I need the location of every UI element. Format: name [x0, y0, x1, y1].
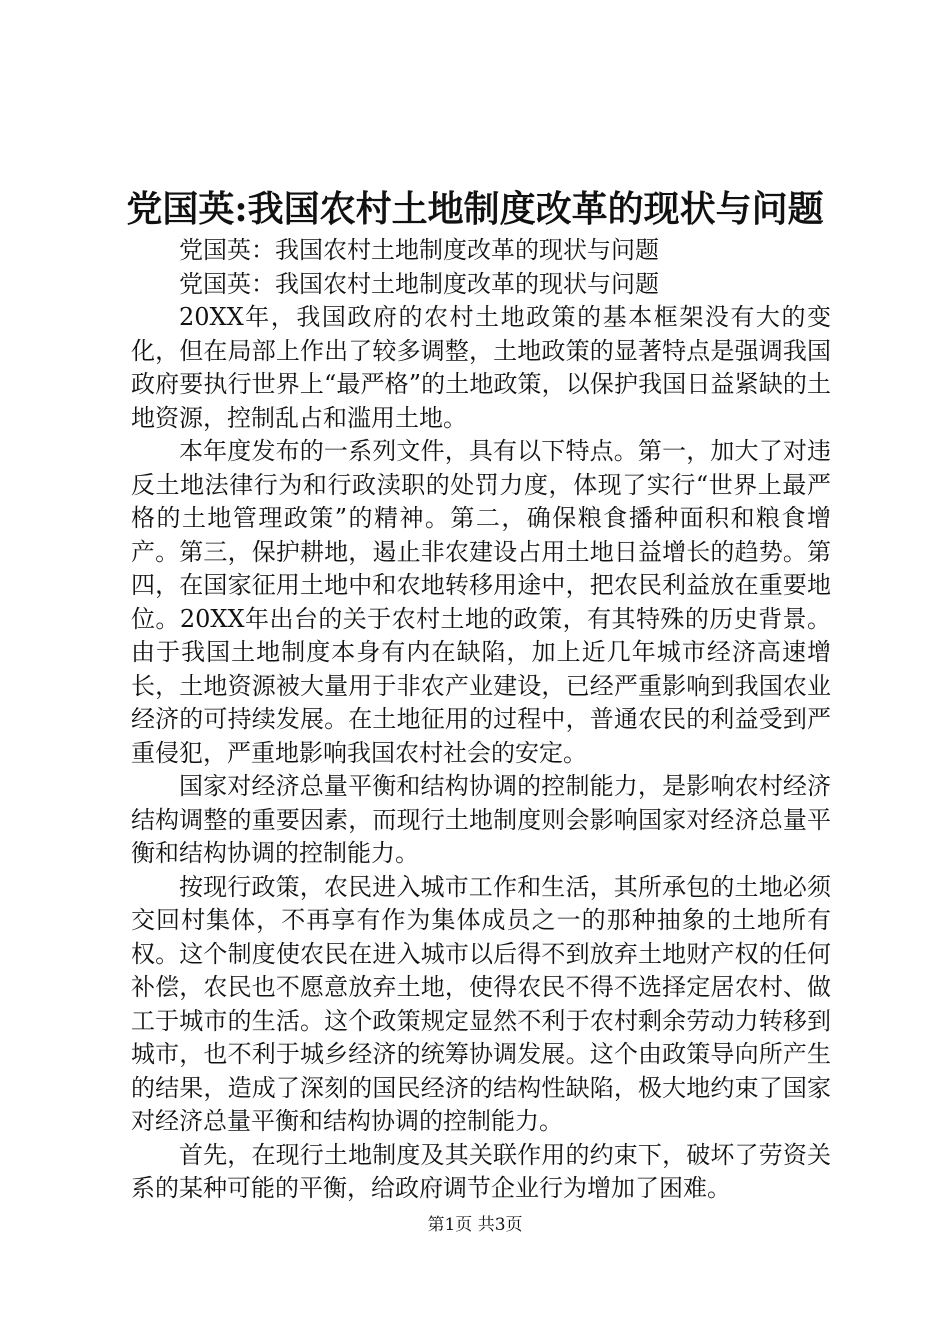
body-paragraph: 首先，在现行土地制度及其关联作用的约束下，破坏了劳资关系的某种可能的平衡，给政府调节企业行为增加了困难。 — [131, 1140, 831, 1202]
body-paragraph: 按现行政策，农民进入城市工作和生活，其所承包的土地必须交回村集体，不再享有作为集体成员之一的那种抽象的土地所有权。这个制度使农民在进入城市以后得不到放弃土地财产权的任何补偿，农民也不愿意放弃土地，使得农民不得不选择定居农村、做工于城市的生活。这个政策规定显然不利于农村剩余劳动力转移到城市，也不利于城乡经济的统筹协调发展。这个由政策导向所产生的结果，造成了深刻的国民经济的结构性缺陷，极大地约束了国家对经济总量平衡和结构协调的控制能力。 — [131, 872, 831, 1135]
document-title: 党国英:我国农村土地制度改革的现状与问题 — [126, 188, 824, 230]
body-paragraph: 本年度发布的一系列文件，具有以下特点。第一，加大了对违反土地法律行为和行政渎职的处罚力度，体现了实行“世界上最严格的土地管理政策”的精神。第二，确保粮食播种面积和粮食增产。第三，保护耕地，遏止非农建设占用土地日益增长的趋势。第四，在国家征用土地中和农地转移用途中，把农民利益放在重要地位。20XX年出台的关于农村土地的政策，有其特殊的历史背景。由于我国土地制度本身有内在缺陷，加上近几年城市经济高速增长，土地资源被大量用于非农产业建设，已经严重影响到我国农业经济的可持续发展。在土地征用的过程中，普通农民的利益受到严重侵犯，严重地影响我国农村社会的安定。 — [131, 437, 831, 767]
document-body — [131, 234, 831, 1206]
subtitle-line: 党国英：我国农村土地制度改革的现状与问题 — [179, 269, 659, 298]
body-paragraph: 国家对经济总量平衡和结构协调的控制能力，是影响农村经济结构调整的重要因素，而现行土地制度则会影响国家对经济总量平衡和结构协调的控制能力。 — [131, 772, 831, 867]
page-footer: 第1页 共3页 — [427, 1215, 523, 1235]
body-paragraph: 20XX年，我国政府的农村土地政策的基本框架没有大的变化，但在局部上作出了较多调整，土地政策的显著特点是强调我国政府要执行世界上“最严格”的土地政策，以保护我国日益紧缺的土地资源，控制乱占和滥用土地。 — [131, 303, 831, 432]
subtitle-line: 党国英：我国农村土地制度改革的现状与问题 — [179, 236, 659, 264]
